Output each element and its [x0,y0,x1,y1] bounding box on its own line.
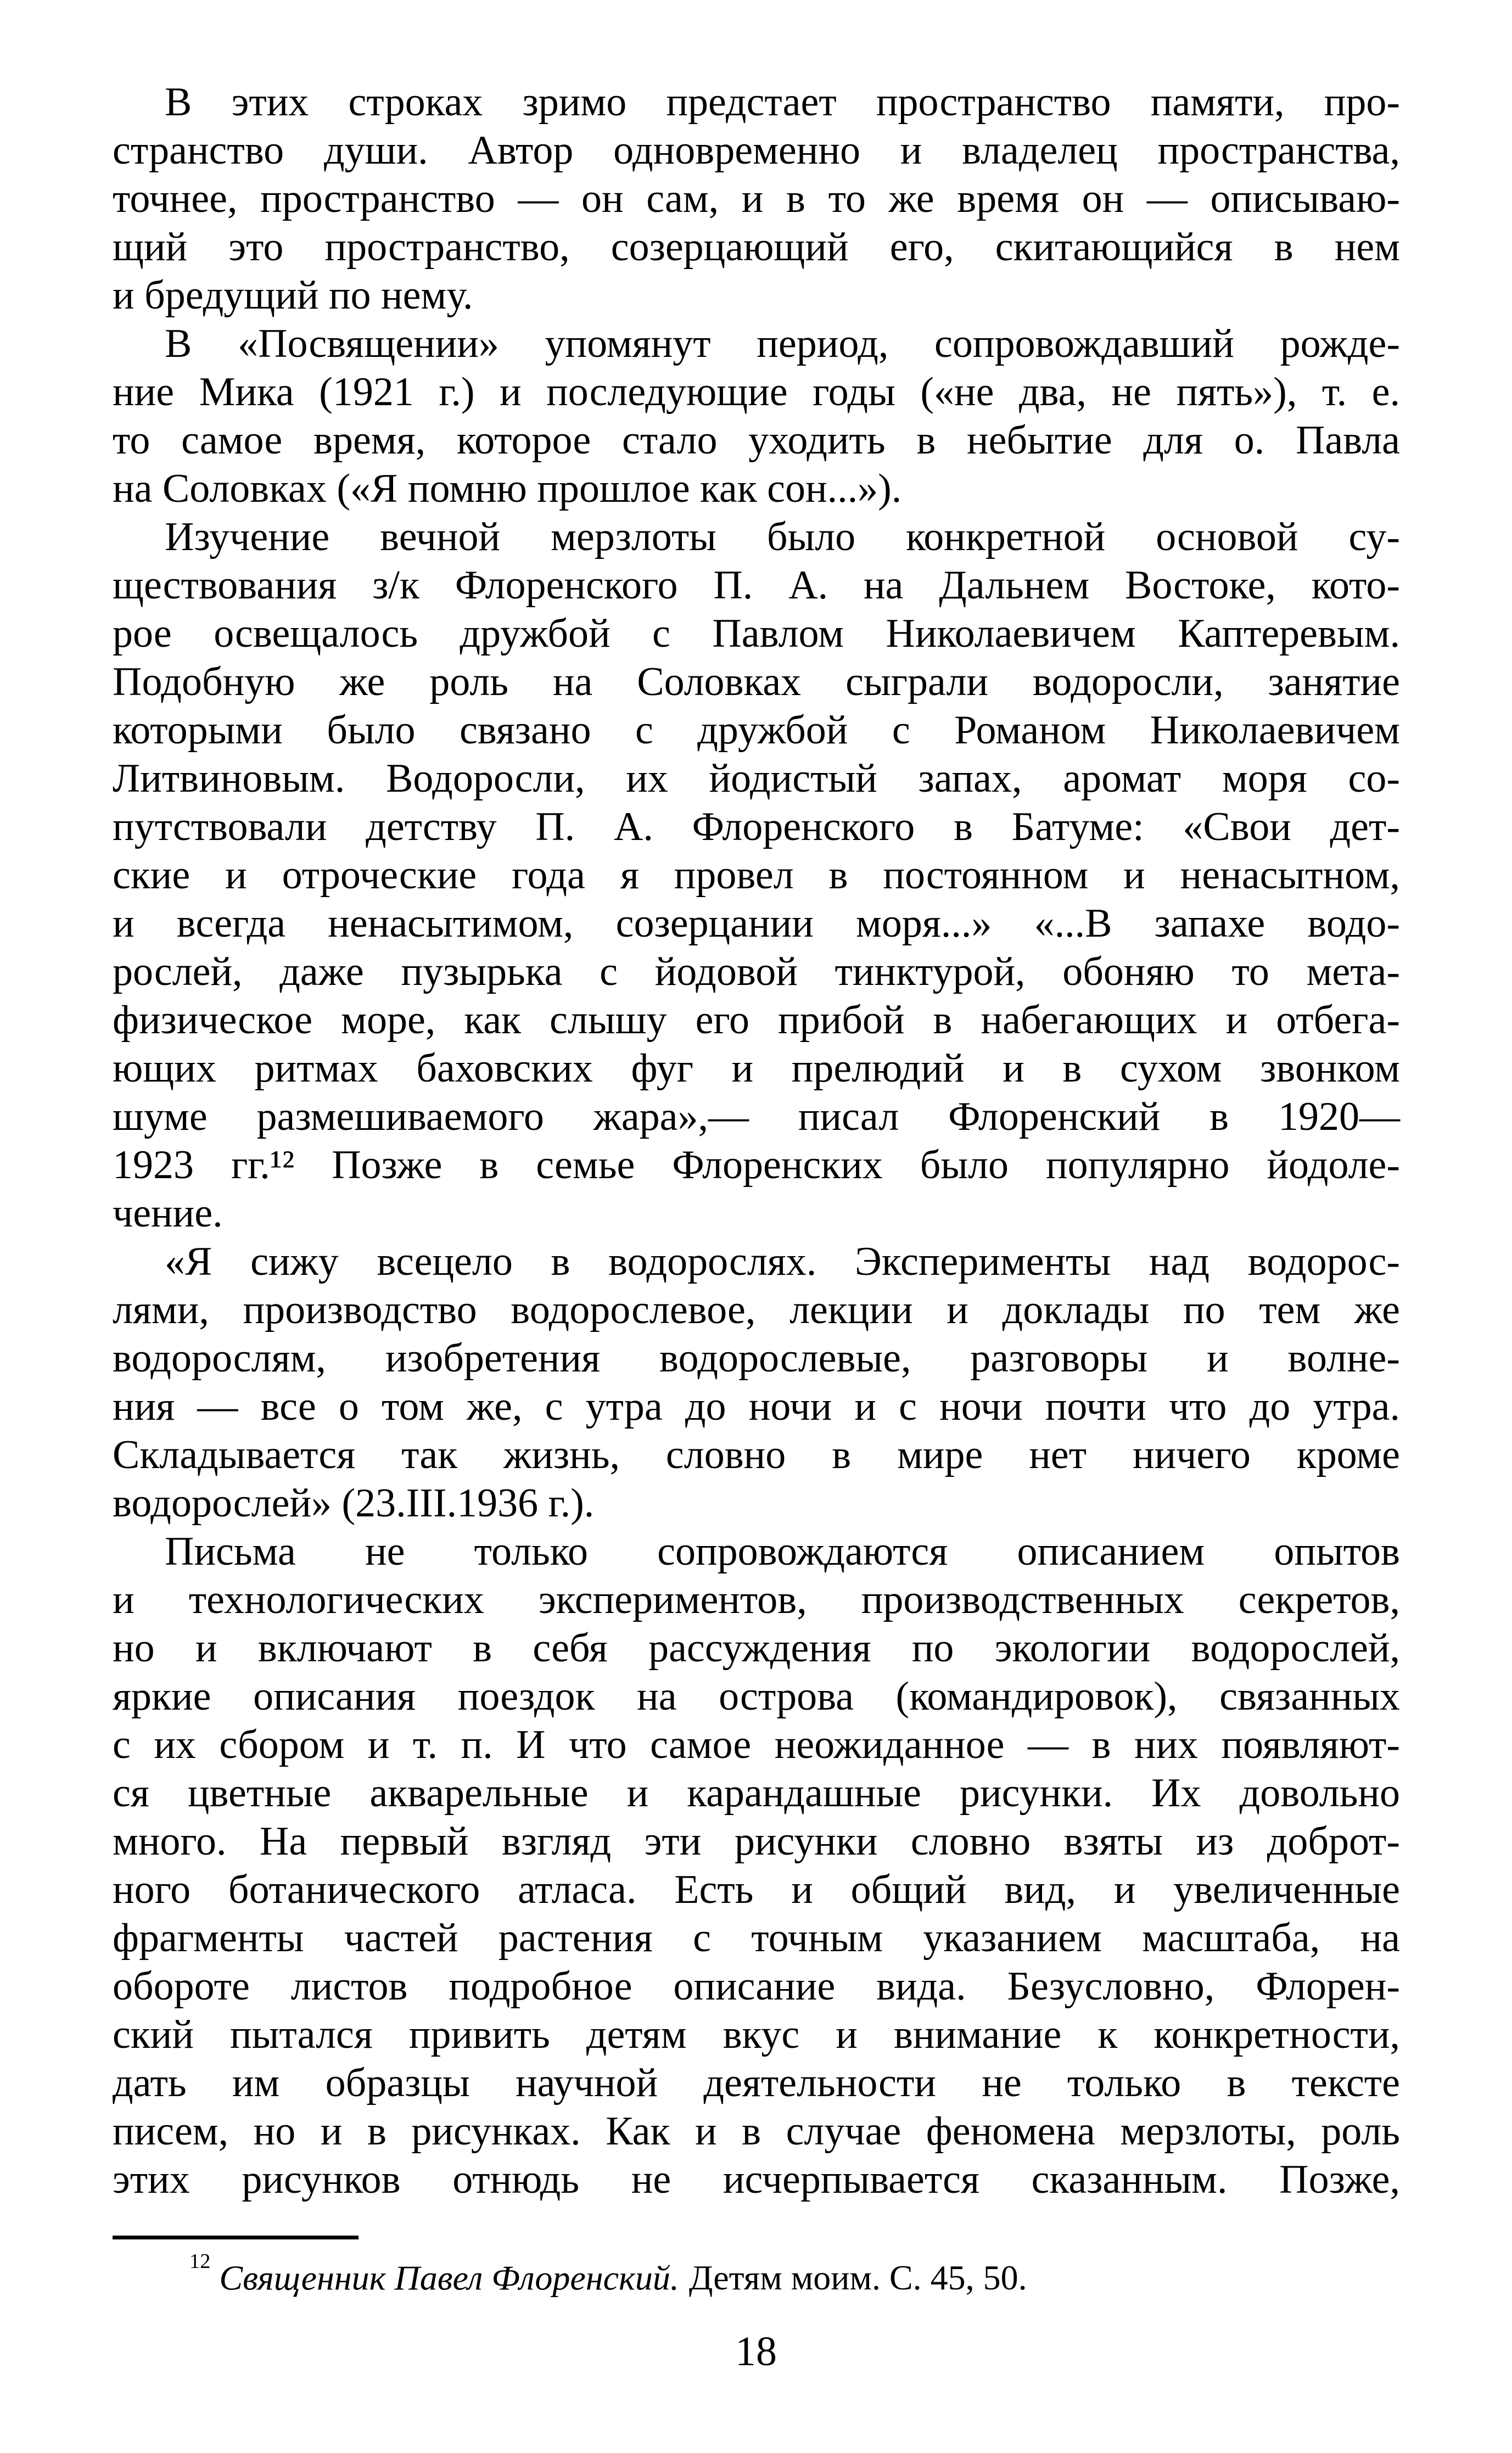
text-line: и всегда ненасытимом, созерцании моря...» «...В запахе водо- [113,901,1400,946]
text-line: физическое море, как слышу его прибой в набегающих и отбега- [113,998,1400,1043]
text-line: которыми было связано с дружбой с Романом Николаевичем [113,708,1400,753]
text-line: путствовали детству П. А. Флоренского в Батуме: «Свои дет- [113,804,1400,849]
text-line: 1923 гг.¹² Позже в семье Флоренских было популярно йодоле- [113,1143,1400,1188]
text-line: «Я сижу всецело в водорослях. Эксперименты над водорос- [165,1239,1400,1284]
text-line: Письма не только сопровождаются описанием опытов [165,1529,1400,1574]
text-line: писем, но и в рисунках. Как и в случае феномена мерзлоты, роль [113,2109,1400,2154]
footnote-separator [113,2236,359,2239]
text-line: водорослям, изобретения водорослевые, разговоры и волне- [113,1336,1400,1381]
text-line: Складывается так жизнь, словно в мире нет ничего кроме [113,1432,1400,1477]
text-line: рое освещалось дружбой с Павлом Николаевичем Каптеревым. [113,611,1400,656]
text-line: ющих ритмах баховских фуг и прелюдий и в сухом звонком [113,1046,1400,1091]
text-line: В этих строках зримо предстает пространство памяти, про- [165,80,1400,125]
text-line: обороте листов подробное описание вида. Безусловно, Флорен- [113,1964,1400,2009]
text-line: много. На первый взгляд эти рисунки словно взяты из доброт- [113,1819,1400,1864]
text-line: ся цветные акварельные и карандашные рисунки. Их довольно [113,1771,1400,1816]
text-line: щий это пространство, созерцающий его, скитающийся в нем [113,225,1400,270]
text-line: странство души. Автор одновременно и владелец пространства, [113,128,1400,173]
text-line: точнее, пространство — он сам, и в то же время он — описываю- [113,176,1400,221]
footnote-source: Священник Павел Флоренский. [219,2258,679,2298]
text-line: чение. [113,1191,223,1236]
text-line: ский пытался привить детям вкус и внимание к конкретности, [113,2012,1400,2057]
text-line: Литвиновым. Водоросли, их йодистый запах, аромат моря со- [113,756,1400,801]
text-line: водорослей» (23.III.1936 г.). [113,1481,595,1526]
text-line: дать им образцы научной деятельности не только в тексте [113,2060,1400,2105]
text-line: с их сбором и т. п. И что самое неожиданное — в них появляют- [113,1722,1400,1767]
text-line: Подобную же роль на Соловках сыграли водоросли, занятие [113,659,1400,704]
text-line: фрагменты частей растения с точным указанием масштаба, на [113,1916,1400,1961]
page-number: 18 [735,2328,777,2374]
text-line: яркие описания поездок на острова (командировок), связанных [113,1674,1400,1719]
text-line: и бредущий по нему. [113,273,473,318]
text-line: ного ботанического атласа. Есть и общий вид, и увеличенные [113,1867,1400,1912]
text-line: В «Посвящении» упомянут период, сопровождавший рожде- [165,321,1400,366]
text-line: этих рисунков отнюдь не исчерпывается сказанным. Позже, [113,2157,1400,2202]
text-block [113,78,1400,2204]
text-line: на Соловках («Я помню прошлое как сон...»). [113,466,902,511]
footnote-marker: 12 [189,2249,211,2273]
footnote [113,2249,1400,2300]
text-line: шуме размешиваемого жара»,— писал Флоренский в 1920— [113,1094,1400,1139]
text-line: ние Мика (1921 г.) и последующие годы («не два, не пять»), т. е. [113,369,1400,415]
text-line: Изучение вечной мерзлоты было конкретной основой су- [165,514,1400,559]
text-line: ществования з/к Флоренского П. А. на Дальнем Востоке, кото- [113,563,1400,608]
text-line: то самое время, которое стало уходить в небытие для о. Павла [113,418,1400,463]
text-line: но и включают в себя рассуждения по экологии водорослей, [113,1626,1400,1671]
footnote-reference: Детям моим. С. 45, 50. [688,2258,1027,2298]
text-line: лями, производство водорослевое, лекции и доклады по тем же [113,1287,1400,1332]
text-line: рослей, даже пузырька с йодовой тинктурой, обоняю то мета- [113,949,1400,994]
text-line: ния — все о том же, с утра до ночи и с ночи почти что до утра. [113,1384,1400,1429]
text-line: и технологических экспериментов, производственных секретов, [113,1577,1400,1622]
text-line: ские и отроческие года я провел в постоянном и ненасытном, [113,853,1400,898]
